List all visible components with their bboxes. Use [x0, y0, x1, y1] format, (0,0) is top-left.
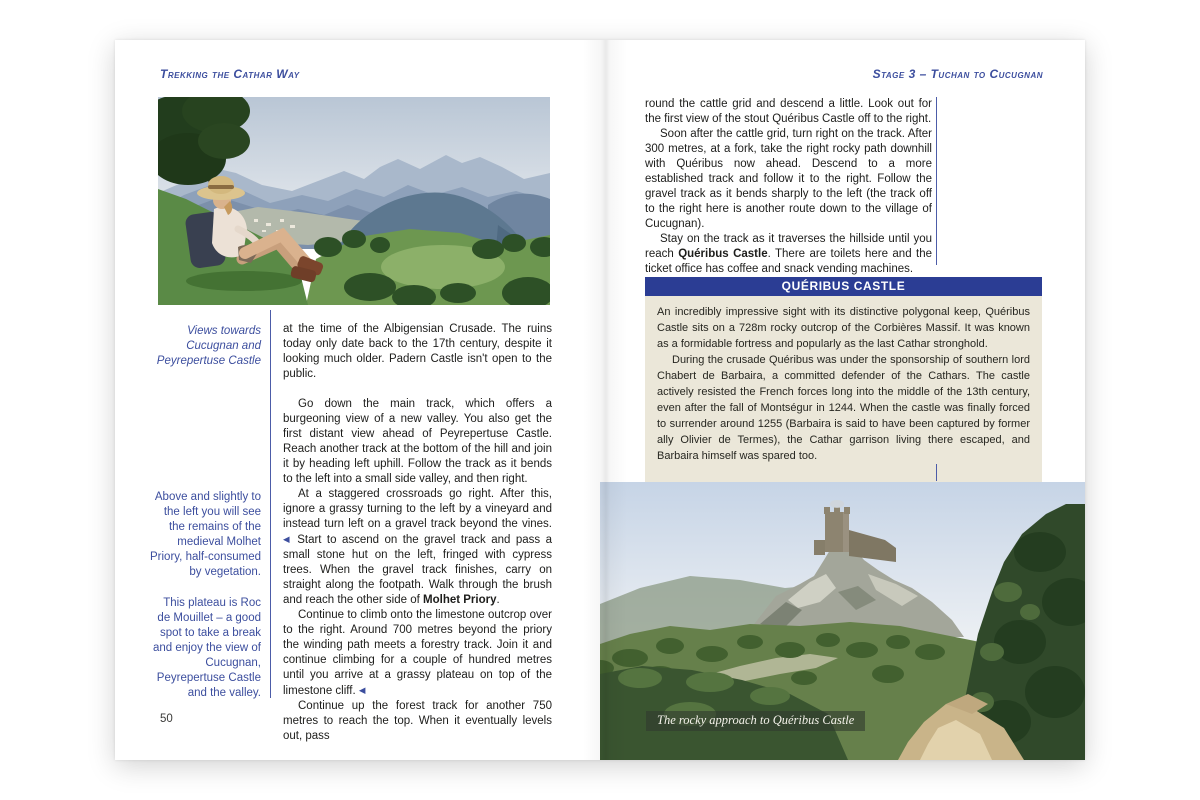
margin-rule-right: [936, 97, 937, 265]
body-paragraph: Stay on the track as it traverses the hillside until you reach Quéribus Castle. There are toilets here and the ticket office has coffee and snack vending machines.: [645, 233, 932, 275]
body-paragraph: round the cattle grid and descend a little. Look out for the first view of the stout Quéribus Castle off to the right.: [645, 98, 932, 125]
running-head-left: Trekking the Cathar Way: [160, 67, 300, 81]
running-head-right: Stage 3 – Tuchan to Cucugnan: [872, 67, 1043, 81]
photo-queribus-approach: [600, 482, 1085, 760]
photo-caption-left: Views towards Cucugnan and Peyrepertuse Castle: [156, 325, 261, 367]
info-box-title: QUÉRIBUS CASTLE: [645, 277, 1042, 296]
info-box-body: [645, 296, 1042, 488]
info-box-paragraph: An incredibly impressive sight with its distinctive polygonal keep, Quéribus Castle sits on a 728m rocky outcrop of the Corbières Massif. It was known as a formidable fortress and popularly as the last Cathar stronghold.: [657, 306, 1030, 350]
margin-rule-short: [936, 464, 937, 481]
body-paragraph: Go down the main track, which offers a burgeoning view of a new valley. You also get the first distant view ahead of Peyrepertuse Castle. Reach another track at the bottom of the hill and join it by heading left uphill. Follow the track as it bends to the left into a small side valley, and then right.: [283, 398, 552, 485]
info-box-paragraph: During the crusade Quéribus was under the sponsorship of southern lord Chabert de Barbaira, a committed defender of the Cathars. The castle actively resisted the French forces long into the middle of the 13th century, even after the fall of Montségur in 1244. When the castle was finally forced to surrender around 1255 (Barbaira is said to have been captured by former ally Olivier de Termes), the Cathar garrison living there escaped, and Barbaira himself was spared too.: [657, 354, 1030, 462]
body-column-right: [645, 97, 932, 277]
bold-place-name: Quéribus Castle: [678, 248, 768, 260]
body-paragraph: At a staggered crossroads go right. After this, ignore a grassy turning to the left by a vineyard and instead turn left on a gravel track beyond the vines. ◀ Start to ascend on the gravel track and pass a small stone hut on the left, fringed with cypress trees. When the gravel track finishes, carry on straight along the footpath. Walk through the brush and reach the other side of Molhet Priory.: [283, 488, 552, 606]
info-box-queribus-castle: [645, 277, 1042, 488]
margin-rule-left: [270, 310, 271, 698]
margin-ref-arrow-icon: ◀: [358, 685, 366, 695]
margin-note: Above and slightly to the left you will see the remains of the medieval Molhet Priory, half-consumed by vegetation.: [150, 491, 261, 578]
page-number: 50: [160, 713, 173, 725]
photo-caption-right: The rocky approach to Quéribus Castle: [646, 711, 865, 731]
body-paragraph: at the time of the Albigensian Crusade. The ruins today only date back to the 17th century, despite it looking much older. Padern Castle isn't open to the public.: [283, 323, 552, 380]
body-column-left: [283, 322, 552, 744]
body-paragraph: Continue up the forest track for another 750 metres to reach the top. When it eventually levels out, pass: [283, 700, 552, 742]
bold-place-name: Molhet Priory: [423, 594, 497, 606]
hiker-landscape-illustration: [158, 97, 550, 305]
book-spread: [115, 40, 1085, 760]
body-paragraph: Soon after the cattle grid, turn right on the track. After 300 metres, at a fork, take the right rocky path downhill with Quéribus now ahead. Descend to a more established track and follow it to the right. Follow the gravel track as it bends sharply to the left (the track off to the right here is another route down to the village of Cucugnan).: [645, 128, 932, 230]
photo-hiker-viewpoint: [158, 97, 550, 305]
body-paragraph: Continue to climb onto the limestone outcrop over to the right. Around 700 metres beyond the priory the winding path meets a forestry track. Join it and continue climbing for a couple of hundred metres until you arrive at a grassy plateau on top of the limestone cliff. ◀: [283, 609, 552, 697]
margin-ref-arrow-icon: ◀: [283, 534, 292, 544]
margin-note: This plateau is Roc de Mouillet – a good spot to take a break and enjoy the view of Cucugnan, Peyrepertuse Castle and the valley.: [152, 597, 261, 699]
